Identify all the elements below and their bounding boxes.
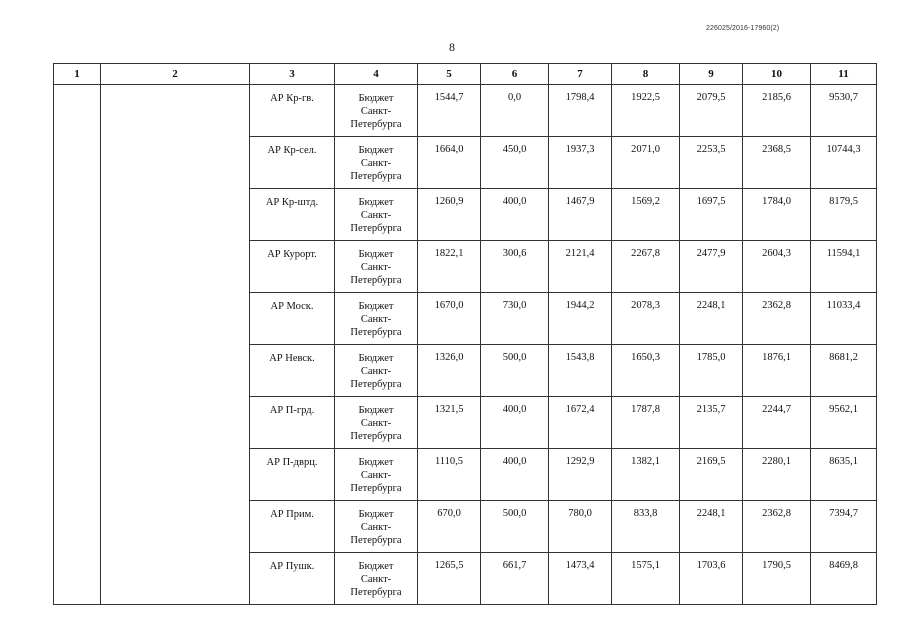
value-cell-col-8 xyxy=(612,501,680,553)
value-cell-col-11 xyxy=(811,501,877,553)
funding-source-line: Бюджет xyxy=(358,509,394,520)
value-text: 2362,8 xyxy=(762,300,791,311)
funding-source-cell xyxy=(335,189,418,241)
district-cell xyxy=(250,85,335,137)
value-text: 400,0 xyxy=(502,404,527,415)
value-text: 1321,5 xyxy=(434,404,464,415)
column-header-10: 10 xyxy=(743,64,811,85)
value-cell-col-6 xyxy=(481,241,549,293)
value-text: 730,0 xyxy=(502,300,527,311)
value-text: 1922,5 xyxy=(631,92,660,103)
value-cell-col-8 xyxy=(612,189,680,241)
value-cell-col-7 xyxy=(549,397,612,449)
value-text: 1260,9 xyxy=(434,196,464,207)
value-cell-col-9 xyxy=(680,501,743,553)
value-cell-col-10 xyxy=(743,241,811,293)
funding-source-line: Петербурга xyxy=(350,327,402,338)
column-1-merged-cell xyxy=(54,85,101,605)
column-header-5: 5 xyxy=(418,64,481,85)
value-text: 1650,3 xyxy=(631,352,660,363)
district-cell xyxy=(250,293,335,345)
district-name: АР Кр-гв. xyxy=(270,93,314,104)
funding-source-line: Петербурга xyxy=(350,275,402,286)
value-cell-col-11 xyxy=(811,85,877,137)
funding-source-line: Бюджет xyxy=(358,301,394,312)
value-text: 1326,0 xyxy=(434,352,464,363)
value-cell-col-10 xyxy=(743,345,811,397)
value-text: 1467,9 xyxy=(565,196,595,207)
value-text: 2071,0 xyxy=(631,144,660,155)
value-cell-col-8 xyxy=(612,397,680,449)
value-cell-col-10 xyxy=(743,137,811,189)
funding-source-line: Санкт- xyxy=(360,314,392,325)
district-cell xyxy=(250,553,335,605)
funding-source-line: Санкт- xyxy=(360,262,392,273)
value-cell-col-10 xyxy=(743,553,811,605)
value-text: 1382,1 xyxy=(631,456,660,467)
funding-source-line: Бюджет xyxy=(358,249,394,260)
value-cell-col-11 xyxy=(811,553,877,605)
funding-source-cell xyxy=(335,137,418,189)
district-cell xyxy=(250,189,335,241)
column-header-11: 11 xyxy=(811,64,877,85)
column-header-9: 9 xyxy=(680,64,743,85)
column-header-8: 8 xyxy=(612,64,680,85)
value-text: 400,0 xyxy=(502,456,527,467)
value-text: 11594,1 xyxy=(826,248,861,259)
funding-source-line: Петербурга xyxy=(350,587,402,598)
value-text: 8681,2 xyxy=(829,352,858,363)
value-cell-col-8 xyxy=(612,293,680,345)
value-cell-col-5 xyxy=(418,241,481,293)
column-header-2: 2 xyxy=(101,64,250,85)
district-name: АР П-дврц. xyxy=(266,457,318,468)
district-cell xyxy=(250,137,335,189)
district-name: АР П-грд. xyxy=(269,405,315,416)
district-name: АР Пушк. xyxy=(269,561,315,572)
value-text: 2244,7 xyxy=(762,404,791,415)
value-text: 1876,1 xyxy=(762,352,791,363)
funding-source-line: Петербурга xyxy=(350,483,402,494)
value-text: 1544,7 xyxy=(434,92,464,103)
district-cell xyxy=(250,449,335,501)
value-cell-col-11 xyxy=(811,137,877,189)
value-cell-col-9 xyxy=(680,137,743,189)
value-text: 1822,1 xyxy=(434,248,464,259)
table-body xyxy=(54,85,877,605)
value-text: 2169,5 xyxy=(696,456,726,467)
funding-source-line: Бюджет xyxy=(358,457,394,468)
value-cell-col-5 xyxy=(418,293,481,345)
value-text: 1787,8 xyxy=(631,404,660,415)
table-header xyxy=(54,64,877,85)
column-header-6: 6 xyxy=(481,64,549,85)
document-id: 226025/2016-17960(2) xyxy=(706,25,780,32)
value-cell-col-9 xyxy=(680,397,743,449)
funding-source-line: Петербурга xyxy=(350,431,402,442)
value-text: 1110,5 xyxy=(434,456,464,467)
value-text: 2135,7 xyxy=(696,404,726,415)
value-cell-col-5 xyxy=(418,449,481,501)
value-text: 1664,0 xyxy=(434,144,464,155)
funding-source-line: Санкт- xyxy=(360,574,392,585)
value-text: 1473,4 xyxy=(565,560,595,571)
district-name: АР Невск. xyxy=(269,353,315,364)
funding-source-cell xyxy=(335,449,418,501)
value-cell-col-6 xyxy=(481,85,549,137)
funding-source-line: Санкт- xyxy=(360,418,392,429)
value-text: 1937,3 xyxy=(565,144,595,155)
value-cell-col-11 xyxy=(811,397,877,449)
funding-source-cell xyxy=(335,553,418,605)
funding-source-line: Бюджет xyxy=(358,561,394,572)
value-text: 1697,5 xyxy=(696,196,726,207)
value-text: 2248,1 xyxy=(696,300,726,311)
value-text: 11033,4 xyxy=(826,300,861,311)
value-text: 2121,4 xyxy=(565,248,595,259)
value-cell-col-11 xyxy=(811,449,877,501)
value-cell-col-11 xyxy=(811,241,877,293)
value-cell-col-9 xyxy=(680,553,743,605)
funding-source-line: Петербурга xyxy=(350,535,402,546)
value-text: 780,0 xyxy=(568,508,592,519)
value-text: 8179,5 xyxy=(829,196,858,207)
funding-source-line: Бюджет xyxy=(358,353,394,364)
value-text: 2477,9 xyxy=(696,248,726,259)
funding-source-line: Санкт- xyxy=(360,470,392,481)
value-cell-col-7 xyxy=(549,501,612,553)
value-cell-col-5 xyxy=(418,345,481,397)
funding-source-line: Бюджет xyxy=(358,197,394,208)
value-text: 0,0 xyxy=(507,92,522,103)
funding-source-cell xyxy=(335,501,418,553)
value-cell-col-9 xyxy=(680,189,743,241)
value-text: 833,8 xyxy=(633,508,658,519)
value-cell-col-6 xyxy=(481,137,549,189)
value-cell-col-7 xyxy=(549,345,612,397)
page-number: 8 xyxy=(449,40,455,54)
value-text: 9530,7 xyxy=(829,92,858,103)
value-text: 2267,8 xyxy=(631,248,660,259)
value-cell-col-6 xyxy=(481,345,549,397)
value-text: 2253,5 xyxy=(696,144,726,155)
value-cell-col-8 xyxy=(612,449,680,501)
value-cell-col-6 xyxy=(481,449,549,501)
value-cell-col-9 xyxy=(680,293,743,345)
value-text: 1672,4 xyxy=(565,404,595,415)
value-cell-col-8 xyxy=(612,553,680,605)
value-text: 500,0 xyxy=(502,352,527,363)
district-cell xyxy=(250,345,335,397)
value-text: 500,0 xyxy=(502,508,527,519)
value-cell-col-10 xyxy=(743,397,811,449)
column-header-1: 1 xyxy=(54,64,101,85)
value-cell-col-7 xyxy=(549,241,612,293)
value-cell-col-11 xyxy=(811,293,877,345)
funding-source-line: Петербурга xyxy=(350,119,402,130)
value-text: 1790,5 xyxy=(762,560,791,571)
header-row xyxy=(54,64,877,85)
district-cell xyxy=(250,241,335,293)
value-cell-col-5 xyxy=(418,397,481,449)
value-cell-col-5 xyxy=(418,501,481,553)
funding-source-line: Бюджет xyxy=(358,93,394,104)
value-cell-col-8 xyxy=(612,241,680,293)
value-cell-col-11 xyxy=(811,345,877,397)
value-text: 670,0 xyxy=(437,508,461,519)
value-cell-col-5 xyxy=(418,137,481,189)
funding-source-line: Санкт- xyxy=(360,158,392,169)
value-cell-col-10 xyxy=(743,85,811,137)
value-text: 1944,2 xyxy=(565,300,595,311)
value-text: 1670,0 xyxy=(434,300,464,311)
value-cell-col-10 xyxy=(743,189,811,241)
value-text: 2079,5 xyxy=(696,92,726,103)
value-text: 2185,6 xyxy=(762,92,791,103)
value-text: 1575,1 xyxy=(631,560,660,571)
table-row xyxy=(54,85,877,137)
funding-source-line: Петербурга xyxy=(350,171,402,182)
funding-source-line: Санкт- xyxy=(360,106,392,117)
value-cell-col-9 xyxy=(680,449,743,501)
district-cell xyxy=(250,397,335,449)
district-name: АР Кр-штд. xyxy=(265,197,319,208)
value-cell-col-7 xyxy=(549,449,612,501)
value-text: 1784,0 xyxy=(762,196,791,207)
value-cell-col-7 xyxy=(549,137,612,189)
value-cell-col-6 xyxy=(481,293,549,345)
value-cell-col-9 xyxy=(680,85,743,137)
value-text: 2280,1 xyxy=(762,456,791,467)
value-cell-col-10 xyxy=(743,293,811,345)
value-cell-col-6 xyxy=(481,189,549,241)
column-header-7: 7 xyxy=(549,64,612,85)
value-text: 1543,8 xyxy=(565,352,595,363)
value-text: 450,0 xyxy=(502,144,527,155)
value-text: 2078,3 xyxy=(631,300,660,311)
district-name: АР Кр-сел. xyxy=(267,145,317,156)
value-text: 8469,8 xyxy=(829,560,858,571)
district-name: АР Прим. xyxy=(270,509,314,520)
district-name: АР Моск. xyxy=(270,301,314,312)
value-text: 1569,2 xyxy=(631,196,660,207)
funding-source-cell xyxy=(335,85,418,137)
value-cell-col-6 xyxy=(481,501,549,553)
value-text: 1785,0 xyxy=(696,352,726,363)
funding-source-line: Санкт- xyxy=(360,522,392,533)
funding-source-cell xyxy=(335,397,418,449)
funding-source-line: Петербурга xyxy=(350,379,402,390)
value-text: 2604,3 xyxy=(762,248,791,259)
value-cell-col-11 xyxy=(811,189,877,241)
value-cell-col-6 xyxy=(481,553,549,605)
column-2-merged-cell xyxy=(101,85,250,605)
value-text: 1265,5 xyxy=(434,560,464,571)
funding-source-line: Бюджет xyxy=(358,145,394,156)
value-cell-col-7 xyxy=(549,189,612,241)
value-text: 8635,1 xyxy=(829,456,858,467)
value-cell-col-7 xyxy=(549,553,612,605)
value-cell-col-9 xyxy=(680,241,743,293)
value-text: 2368,5 xyxy=(762,144,791,155)
value-text: 10744,3 xyxy=(826,144,861,155)
value-text: 1798,4 xyxy=(565,92,595,103)
funding-source-cell xyxy=(335,293,418,345)
value-text: 9562,1 xyxy=(829,404,858,415)
budget-table xyxy=(53,63,877,605)
value-cell-col-7 xyxy=(549,85,612,137)
value-cell-col-8 xyxy=(612,137,680,189)
value-text: 7394,7 xyxy=(829,508,858,519)
value-cell-col-5 xyxy=(418,189,481,241)
funding-source-cell xyxy=(335,345,418,397)
district-name: АР Курорт. xyxy=(267,249,317,260)
value-text: 1703,6 xyxy=(696,560,726,571)
value-text: 300,6 xyxy=(502,248,527,259)
value-text: 661,7 xyxy=(502,560,527,571)
value-cell-col-8 xyxy=(612,85,680,137)
funding-source-line: Санкт- xyxy=(360,210,392,221)
district-cell xyxy=(250,501,335,553)
value-cell-col-8 xyxy=(612,345,680,397)
column-header-4: 4 xyxy=(335,64,418,85)
value-cell-col-10 xyxy=(743,449,811,501)
value-cell-col-9 xyxy=(680,345,743,397)
value-cell-col-7 xyxy=(549,293,612,345)
value-text: 2248,1 xyxy=(696,508,726,519)
value-cell-col-10 xyxy=(743,501,811,553)
value-text: 1292,9 xyxy=(565,456,595,467)
value-cell-col-5 xyxy=(418,553,481,605)
funding-source-line: Петербурга xyxy=(350,223,402,234)
value-text: 400,0 xyxy=(502,196,527,207)
funding-source-line: Бюджет xyxy=(358,405,394,416)
value-cell-col-6 xyxy=(481,397,549,449)
funding-source-cell xyxy=(335,241,418,293)
value-text: 2362,8 xyxy=(762,508,791,519)
funding-source-line: Санкт- xyxy=(360,366,392,377)
value-cell-col-5 xyxy=(418,85,481,137)
column-header-3: 3 xyxy=(250,64,335,85)
